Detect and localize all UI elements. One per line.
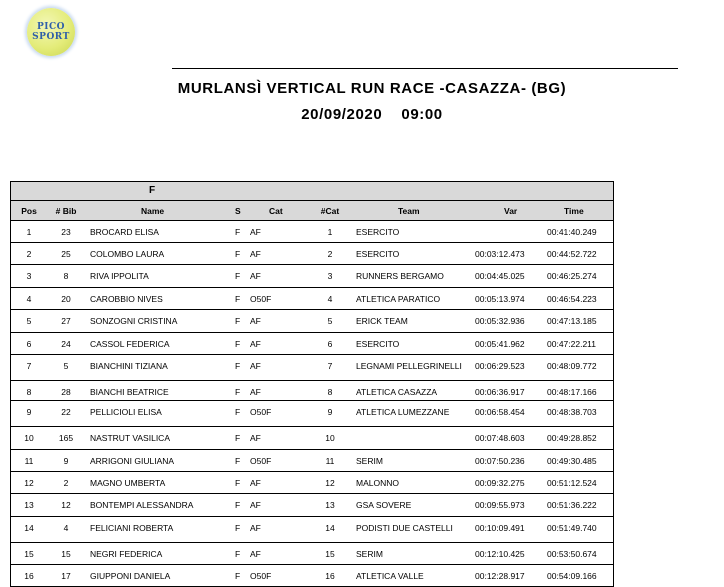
table-row (10, 265, 614, 288)
header-team: Team (398, 206, 420, 216)
row-pos: 9 (26, 407, 32, 417)
row-bib: 25 (61, 249, 71, 259)
row-sex: F (235, 387, 241, 397)
row-name: ARRIGONI GIULIANA (90, 456, 175, 466)
header-bib: # Bib (55, 206, 77, 216)
row-time: 00:48:38.703 (547, 407, 597, 417)
row-sex: F (235, 433, 241, 443)
row-gap: 00:05:41.962 (475, 339, 525, 349)
row-team: ATLETICA PARATICO (356, 294, 441, 304)
row-name: SONZOGNI CRISTINA (90, 316, 178, 326)
row-team: ATLETICA VALLE (356, 571, 424, 581)
row-gap: 00:12:10.425 (475, 549, 525, 559)
row-team: SERIM (356, 456, 383, 466)
row-category: AF (250, 316, 261, 326)
race-date-time: 20/09/2020 09:00 (301, 106, 443, 123)
table-row (10, 288, 614, 310)
table-row (10, 401, 614, 427)
row-team: ATLETICA LUMEZZANE (356, 407, 450, 417)
header-rule (172, 68, 678, 69)
row-category: O50F (250, 571, 272, 581)
row-sex: F (235, 249, 241, 259)
row-bib: 22 (61, 407, 71, 417)
row-gap: 00:04:45.025 (475, 271, 525, 281)
row-name: CAROBBIO NIVES (90, 294, 163, 304)
table-row (10, 450, 614, 472)
row-sex: F (235, 227, 241, 237)
row-sex: F (235, 500, 241, 510)
row-sex: F (235, 316, 241, 326)
row-category-rank: 1 (327, 227, 333, 237)
row-gap: 00:06:29.523 (475, 361, 525, 371)
table-row (10, 494, 614, 517)
row-pos: 1 (26, 227, 32, 237)
row-category: AF (250, 271, 261, 281)
row-category-rank: 4 (327, 294, 333, 304)
row-category: AF (250, 478, 261, 488)
results-table (10, 181, 614, 587)
row-team: RUNNERS BERGAMO (356, 271, 444, 281)
row-sex: F (235, 361, 241, 371)
row-sex: F (235, 407, 241, 417)
row-category: O50F (250, 294, 272, 304)
row-category: AF (250, 361, 261, 371)
row-category-rank: 14 (325, 523, 335, 533)
row-sex: F (235, 478, 241, 488)
row-pos: 4 (26, 294, 32, 304)
row-pos: 5 (26, 316, 32, 326)
table-row (10, 381, 614, 401)
row-sex: F (235, 456, 241, 466)
race-title: MURLANSÌ VERTICAL RUN RACE -CASAZZA- (BG) (177, 80, 567, 97)
row-pos: 13 (24, 500, 34, 510)
row-bib: 9 (63, 456, 69, 466)
row-gap: 00:07:50.236 (475, 456, 525, 466)
row-time: 00:51:12.524 (547, 478, 597, 488)
row-time: 00:41:40.249 (547, 227, 597, 237)
table-row (10, 310, 614, 333)
row-category: AF (250, 339, 261, 349)
row-category: O50F (250, 407, 272, 417)
row-time: 00:49:28.852 (547, 433, 597, 443)
row-name: PELLICIOLI ELISA (90, 407, 162, 417)
table-row (10, 427, 614, 450)
row-gap: 00:03:12.473 (475, 249, 525, 259)
row-category: AF (250, 523, 261, 533)
row-time: 00:51:49.740 (547, 523, 597, 533)
row-team: MALONNO (356, 478, 399, 488)
row-pos: 11 (24, 456, 34, 466)
row-time: 00:49:30.485 (547, 456, 597, 466)
row-category-rank: 3 (327, 271, 333, 281)
row-time: 00:48:17.166 (547, 387, 597, 397)
header-pos: Pos (21, 206, 37, 216)
header-gap: Var (504, 206, 518, 216)
row-team: ATLETICA CASAZZA (356, 387, 438, 397)
row-name: GIUPPONI DANIELA (90, 571, 171, 581)
row-sex: F (235, 271, 241, 281)
row-team: ESERCITO (356, 227, 400, 237)
row-category-rank: 16 (325, 571, 335, 581)
row-bib: 15 (61, 549, 71, 559)
table-row (10, 543, 614, 565)
row-name: BROCARD ELISA (90, 227, 159, 237)
row-pos: 8 (26, 387, 32, 397)
row-category-rank: 7 (327, 361, 333, 371)
table-row (10, 333, 614, 355)
row-name: MAGNO UMBERTA (90, 478, 166, 488)
row-bib: 20 (61, 294, 71, 304)
row-pos: 10 (24, 433, 34, 443)
row-time: 00:46:54.223 (547, 294, 597, 304)
category-group-label: F (149, 185, 156, 196)
row-name: BONTEMPI ALESSANDRA (90, 500, 194, 510)
row-time: 00:44:52.722 (547, 249, 597, 259)
row-gap: 00:07:48.603 (475, 433, 525, 443)
row-category: AF (250, 249, 261, 259)
row-name: NEGRI FEDERICA (90, 549, 163, 559)
row-category-rank: 11 (325, 456, 335, 466)
row-name: RIVA IPPOLITA (90, 271, 149, 281)
row-bib: 12 (61, 500, 71, 510)
row-category: AF (250, 500, 261, 510)
row-gap: 00:05:32.936 (475, 316, 525, 326)
row-category-rank: 8 (327, 387, 333, 397)
header-time: Time (564, 206, 584, 216)
row-time: 00:54:09.166 (547, 571, 597, 581)
row-time: 00:46:25.274 (547, 271, 597, 281)
row-gap: 00:06:36.917 (475, 387, 525, 397)
row-bib: 17 (61, 571, 71, 581)
row-sex: F (235, 523, 241, 533)
row-name: NASTRUT VASILICA (90, 433, 170, 443)
row-team: ERICK TEAM (356, 316, 408, 326)
row-name: FELICIANI ROBERTA (90, 523, 174, 533)
row-category-rank: 12 (325, 478, 335, 488)
row-pos: 14 (24, 523, 34, 533)
header-category: Cat (269, 206, 283, 216)
row-pos: 7 (26, 361, 32, 371)
row-gap: 00:12:28.917 (475, 571, 525, 581)
row-bib: 8 (63, 271, 69, 281)
row-pos: 3 (26, 271, 32, 281)
row-pos: 15 (24, 549, 34, 559)
row-time: 00:53:50.674 (547, 549, 597, 559)
row-category-rank: 9 (327, 407, 333, 417)
header-category-rank: #Cat (320, 206, 340, 216)
row-gap: 00:09:55.973 (475, 500, 525, 510)
row-gap: 00:09:32.275 (475, 478, 525, 488)
row-bib: 27 (61, 316, 71, 326)
table-row (10, 221, 614, 243)
header-sex: S (235, 206, 241, 216)
row-pos: 16 (24, 571, 34, 581)
row-bib: 4 (63, 523, 69, 533)
row-name: CASSOL FEDERICA (90, 339, 170, 349)
table-row (10, 355, 614, 381)
logo-text-line1: PICO (37, 22, 65, 32)
table-row (10, 565, 614, 587)
row-pos: 12 (24, 478, 34, 488)
row-team: PODISTI DUE CASTELLI (356, 523, 453, 533)
row-category: AF (250, 433, 261, 443)
row-name: BIANCHINI TIZIANA (90, 361, 168, 371)
row-bib: 28 (61, 387, 71, 397)
row-name: BIANCHI BEATRICE (90, 387, 169, 397)
logo-text-line2: SPORT (32, 32, 70, 42)
row-category-rank: 5 (327, 316, 333, 326)
row-team: GSA SOVERE (356, 500, 412, 510)
row-category-rank: 6 (327, 339, 333, 349)
row-category-rank: 13 (325, 500, 335, 510)
table-body (10, 221, 614, 587)
row-category-rank: 10 (325, 433, 335, 443)
row-category: AF (250, 227, 261, 237)
row-category-rank: 2 (327, 249, 333, 259)
category-group-header (10, 181, 614, 201)
row-category-rank: 15 (325, 549, 335, 559)
row-gap: 00:06:58.454 (475, 407, 525, 417)
row-time: 00:47:13.185 (547, 316, 597, 326)
row-pos: 2 (26, 249, 32, 259)
row-pos: 6 (26, 339, 32, 349)
row-bib: 24 (61, 339, 71, 349)
row-category: AF (250, 549, 261, 559)
row-bib: 23 (61, 227, 71, 237)
row-sex: F (235, 339, 241, 349)
row-sex: F (235, 571, 241, 581)
table-row (10, 472, 614, 494)
row-team: ESERCITO (356, 339, 400, 349)
row-bib: 2 (63, 478, 69, 488)
row-team: SERIM (356, 549, 383, 559)
row-bib: 165 (58, 433, 74, 443)
table-row (10, 243, 614, 265)
row-sex: F (235, 549, 241, 559)
pico-sport-logo (27, 8, 75, 56)
row-sex: F (235, 294, 241, 304)
row-name: COLOMBO LAURA (90, 249, 165, 259)
table-header-row (10, 201, 614, 221)
row-gap: 00:10:09.491 (475, 523, 525, 533)
table-row (10, 517, 614, 543)
row-bib: 5 (63, 361, 69, 371)
row-gap: 00:05:13.974 (475, 294, 525, 304)
row-team: ESERCITO (356, 249, 400, 259)
row-category: AF (250, 387, 261, 397)
row-team: LEGNAMI PELLEGRINELLI (356, 361, 462, 371)
row-time: 00:51:36.222 (547, 500, 597, 510)
row-time: 00:48:09.772 (547, 361, 597, 371)
header-name: Name (141, 206, 165, 216)
row-time: 00:47:22.211 (547, 339, 596, 349)
row-category: O50F (250, 456, 272, 466)
